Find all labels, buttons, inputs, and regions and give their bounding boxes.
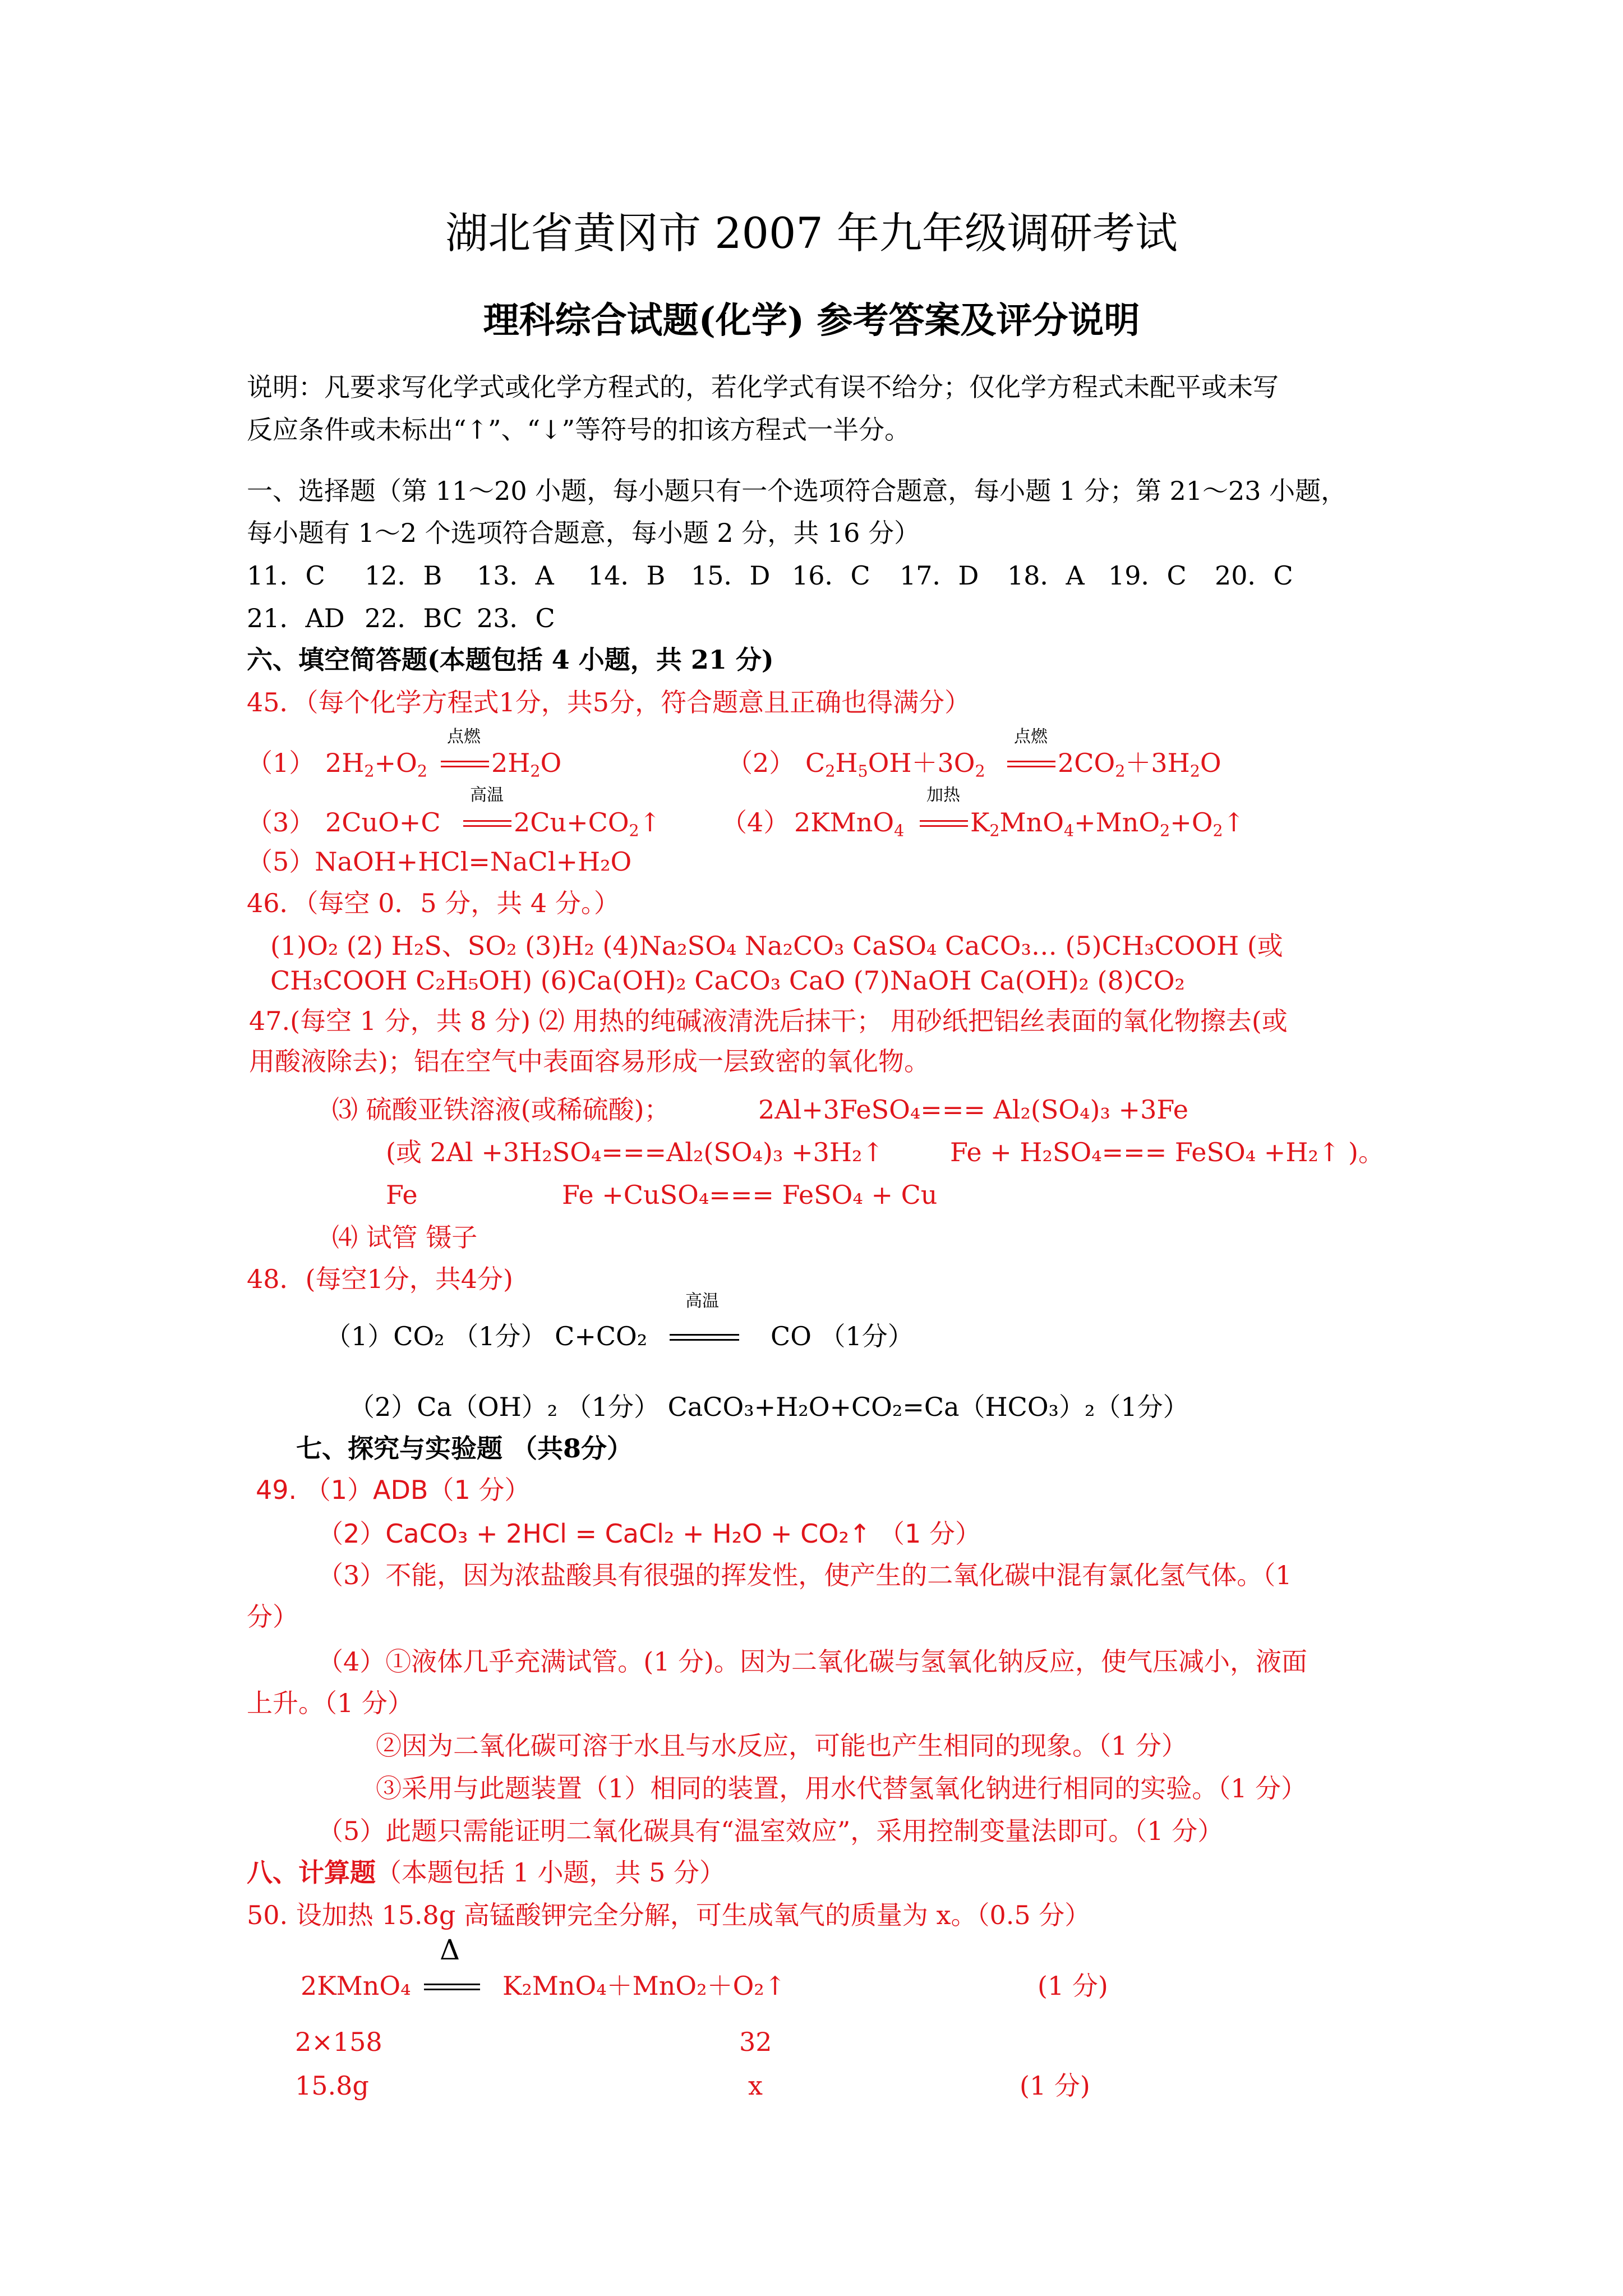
note-line-2: 反应条件或未标出“↑”、“↓”等符号的扣该方程式一半分。 xyxy=(247,415,911,445)
q47-line-4a: (或 2Al +3H₂SO₄===Al₂(SO₄)₃ +3H₂↑ xyxy=(386,1137,884,1167)
q49-line-1: 49. （1）ADB（1 分） xyxy=(256,1475,531,1505)
q48-line-2: （2）Ca（OH）₂ （1分） CaCO₃+H₂O+CO₂=Ca（HCO₃）₂（1分） xyxy=(349,1392,1189,1422)
q47-line-3b: 2Al+3FeSO₄=== Al₂(SO₄)₃ +3Fe xyxy=(758,1094,1188,1125)
q49-line-7: ②因为二氧化碳可溶于水且与水反应，可能也产生相同的现象。（1 分） xyxy=(376,1731,1187,1761)
answer-item: 20．C xyxy=(1215,560,1293,591)
condition-label: 加热 xyxy=(926,785,960,805)
condition-label: 点燃 xyxy=(447,727,481,747)
score-label: (1 分) xyxy=(1020,2070,1090,2101)
document-page: 湖北省黄冈市 2007 年九年级调研考试 理科综合试题(化学) 参考答案及评分说明 说明：凡要求写化学式或化学方程式的，若化学式有误不给分；仅化学方程式未配平或未写 反应条件或未标出“↑”、“↓”等符号的扣该方程式一半分。 一、选择题（第 11～20 小题，每小题只有一个选项符合题意，每小题 1 分；第 21～23 小题， 每小题有 1～2 个选项符合题意，每小题 2 分，共 16 分） 11．C 12．B 13．A 14．B 15．D 16．C 17．D 18．A 19．C 20．C 21．AD 22．BC 23．C 六、填空简答题(本题包括 4 小题，共 21 分) 45．（每个化学方程式1分，共5分，符合题意且正确也得满分） （1） $2H_2+O_2$ 点燃 $2H_2O$ （2） $C_2H_5OH+3O_2$ 点燃 $2CO_2+3H_2O$ （3） 2CuO+C 高温 $2Cu+CO_2↑$ （4） 2KMnO$_4$ 加热 $K_2MnO_4+MnO_2+O_2↑$ （5）NaOH+HCl=NaCl+H₂O 46．（每空 0．5 分，共 4 分。） (1)O₂ (2) H₂S、SO₂ (3)H₂ (4)Na₂SO₄ Na₂CO₃ CaSO₄ CaCO₃… (5)CH₃COOH (或 CH₃COOH C₂H₅OH) (6)Ca(OH)₂ CaCO₃ CaO (7)NaOH Ca(OH)₂ (8)CO₂ 47.(每空 1 分，共 8 分) ⑵ 用热的纯碱液清洗后抹干； 用砂纸把铝丝表面的氧化物擦去(或 用酸液除去)；铝在空气中表面容易形成一层致密的氧化物。 ⑶ 硫酸亚铁溶液(或稀硫酸)； 2Al+3FeSO₄=== Al₂(SO₄)₃ +3Fe (或 2Al +3H₂SO₄===Al₂(SO₄)₃ +3H₂↑ Fe + H₂SO₄=== FeSO₄ +H₂↑ )。 Fe Fe +CuSO₄=== FeSO₄ + Cu ⑷ 试管 镊子 48．(每空1分，共4分) （1）CO₂ （1分） C+CO₂ 高温 CO （1分） （2）Ca（OH）₂ （1分） CaCO₃+H₂O+CO₂=Ca（HCO₃）₂（1分） 七、探究与实验题 （共8分） 49. （1）ADB（1 分） （2）CaCO₃ + 2HCl = CaCl₂ + H₂O + CO₂↑ （1 分） （3）不能，因为浓盐酸具有很强的挥发性，使产生的二氧化碳中混有氯化氢气体。（1 分） （4）①液体几乎充满试管。(1 分)。因为二氧化碳与氢氧化钠反应，使气压减小，液面 上升。（1 分） ②因为二氧化碳可溶于水且与水反应，可能也产生相同的现象。（1 分） ③采用与此题装置（1）相同的装置，用水代替氢氧化钠进行相同的实验。（1 分） （5）此题只需能证明二氧化碳具有“温室效应”，采用控制变量法即可。（1 分） 八、计算题（本题包括 1 小题，共 5 分） 50. 设加热 15.8g 高锰酸钾完全分解，可生成氧气的质量为 x。（0.5 分） 2KMnO₄ Δ K₂MnO₄＋MnO₂＋O₂↑ (1 分) 2×158 32 15.8g x (1 分) xyxy=(0,0,1623,2296)
q47-line-5b: Fe +CuSO₄=== FeSO₄ + Cu xyxy=(562,1180,938,1210)
q50-ratio-left-1: 2×158 xyxy=(295,2027,382,2057)
q46-header: 46．（每空 0．5 分，共 4 分。） xyxy=(247,888,620,918)
equals-sign xyxy=(920,820,968,827)
section8-header xyxy=(247,1856,725,1889)
answer-item: 18．A xyxy=(1007,560,1085,591)
q47-line-5a: Fe xyxy=(386,1180,418,1210)
q45-header: 45．（每个化学方程式1分，共5分，符合题意且正确也得满分） xyxy=(247,687,971,717)
q49-line-4: 分） xyxy=(247,1602,298,1632)
section7-header: 七、探究与实验题 （共8分） xyxy=(296,1433,633,1464)
note-line-1: 说明：凡要求写化学式或化学方程式的，若化学式有误不给分；仅化学方程式未配平或未写 xyxy=(247,372,1279,402)
q46-line-1: (1)O₂ (2) H₂S、SO₂ (3)H₂ (4)Na₂SO₄ Na₂CO₃ CaSO₄ CaCO₃… (5)CH₃COOH (或 xyxy=(270,931,1283,961)
q47-line-3a: ⑶ 硫酸亚铁溶液(或稀硫酸)； xyxy=(332,1094,670,1125)
condition-label: 点燃 xyxy=(1014,727,1048,747)
section1-header-2: 每小题有 1～2 个选项符合题意，每小题 2 分，共 16 分） xyxy=(247,518,920,548)
q50-ratio-right-2: x xyxy=(748,2070,763,2101)
answer-item: 11．C xyxy=(247,560,325,591)
answer-item: 15．D xyxy=(691,560,771,591)
answer-item: 17．D xyxy=(900,560,979,591)
page-subtitle: 理科综合试题(化学) 参考答案及评分说明 xyxy=(483,300,1140,342)
answer-item: 22．BC xyxy=(365,603,463,633)
section1-header-1: 一、选择题（第 11～20 小题，每小题只有一个选项符合题意，每小题 1 分；第 21～23 小题， xyxy=(247,476,1347,506)
q50-ratio-right-1: 32 xyxy=(739,2027,772,2057)
q49-line-5: （4）①液体几乎充满试管。(1 分)。因为二氧化碳与氢氧化钠反应，使气压减小，液面 xyxy=(317,1646,1308,1677)
q47-line-4b: Fe + H₂SO₄=== FeSO₄ +H₂↑ )。 xyxy=(950,1137,1385,1167)
q49-line-9: （5）此题只需能证明二氧化碳具有“温室效应”，采用控制变量法即可。（1 分） xyxy=(317,1816,1224,1846)
q47-line-1: 47.(每空 1 分，共 8 分) ⑵ 用热的纯碱液清洗后抹干； 用砂纸把铝丝表面的氧化物擦去(或 xyxy=(249,1006,1288,1036)
page-title: 湖北省黄冈市 2007 年九年级调研考试 xyxy=(445,208,1178,258)
q49-line-6: 上升。（1 分） xyxy=(247,1688,413,1718)
delta-symbol: Δ xyxy=(440,1934,460,1966)
q50-ratio-left-2: 15.8g xyxy=(295,2070,369,2101)
q47-line-6: ⑷ 试管 镊子 xyxy=(332,1222,478,1253)
q49-line-3: （3）不能，因为浓盐酸具有很强的挥发性，使产生的二氧化碳中混有氯化氢气体。（1 xyxy=(317,1560,1292,1590)
q50-line-1: 50. 设加热 15.8g 高锰酸钾完全分解，可生成氧气的质量为 x。（0.5 分） xyxy=(247,1900,1091,1930)
equals-sign xyxy=(1007,761,1055,767)
q47-line-2: 用酸液除去)；铝在空气中表面容易形成一层致密的氧化物。 xyxy=(249,1046,930,1076)
answer-item: 12．B xyxy=(365,560,442,591)
q49-line-8: ③采用与此题装置（1）相同的装置，用水代替氢氧化钠进行相同的实验。（1 分） xyxy=(376,1773,1307,1803)
answer-item: 23．C xyxy=(477,603,555,633)
answer-item: 14．B xyxy=(588,560,666,591)
answer-item: 13．A xyxy=(477,560,554,591)
condition-label: 高温 xyxy=(685,1291,719,1311)
section6-header: 六、填空简答题(本题包括 4 小题，共 21 分) xyxy=(247,645,774,675)
equals-sign xyxy=(670,1334,739,1341)
section8-header-rest: （本题包括 1 小题，共 5 分） xyxy=(376,1857,726,1888)
condition-label: 高温 xyxy=(470,785,504,805)
equals-sign xyxy=(463,820,511,827)
score-label: (1 分) xyxy=(1038,1971,1108,2001)
q46-line-2: CH₃COOH C₂H₅OH) (6)Ca(OH)₂ CaCO₃ CaO (7)NaOH Ca(OH)₂ (8)CO₂ xyxy=(270,965,1186,996)
answer-item: 16．C xyxy=(792,560,870,591)
equals-sign xyxy=(424,1984,480,1990)
answer-item: 19．C xyxy=(1108,560,1187,591)
q49-line-2: （2）CaCO₃ + 2HCl = CaCl₂ + H₂O + CO₂↑ （1 分） xyxy=(317,1519,981,1549)
q45-equation-5: （5）NaOH+HCl=NaCl+H₂O xyxy=(247,846,632,877)
q48-header: 48．(每空1分，共4分) xyxy=(247,1264,513,1294)
section8-header-bold: 八、计算题 xyxy=(247,1857,376,1888)
answer-item: 21．AD xyxy=(247,603,345,633)
equals-sign xyxy=(441,761,489,767)
